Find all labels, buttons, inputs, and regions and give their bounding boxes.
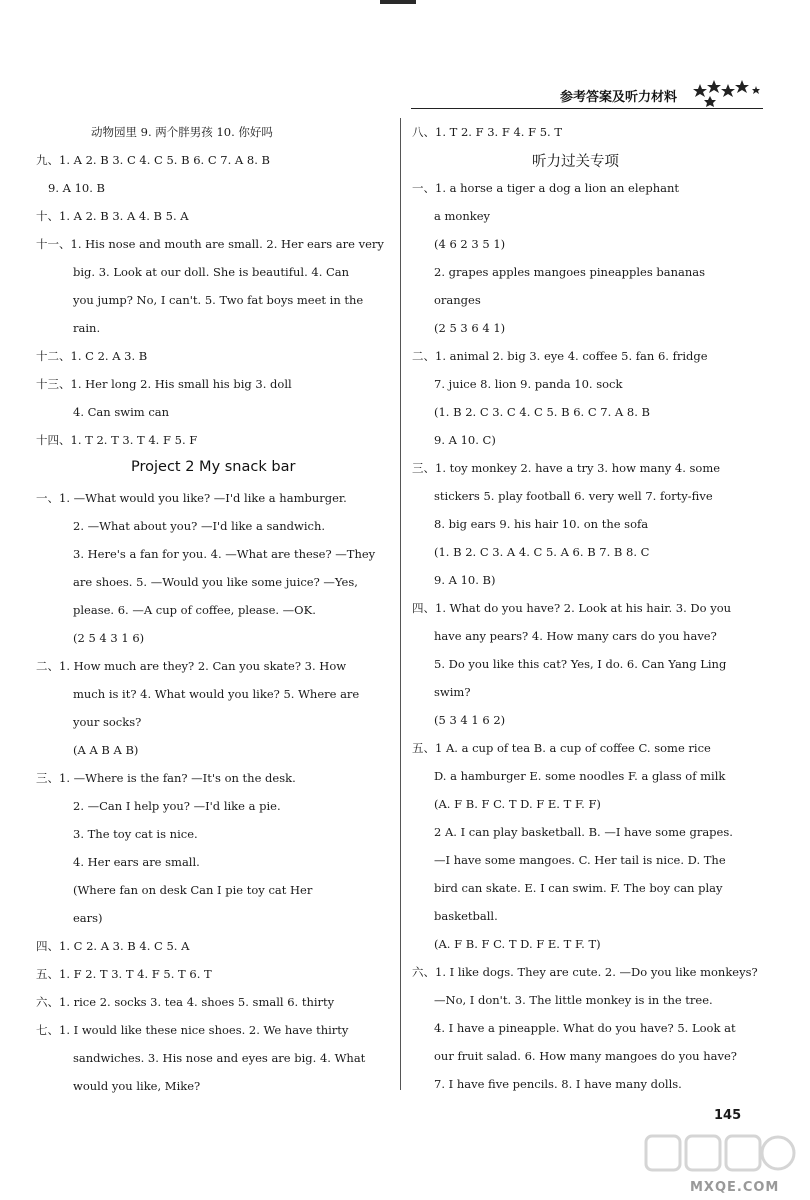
- answer-line: big. 3. Look at our doll. She is beautiful. 4. Can: [73, 265, 350, 279]
- column-divider: [400, 118, 401, 1090]
- answer-line: oranges: [434, 293, 481, 307]
- answer-line: would you like, Mike?: [73, 1079, 201, 1093]
- answer-line: 9. A 10. C): [434, 433, 496, 447]
- answer-line: 8. big ears 9. his hair 10. on the sofa: [434, 517, 649, 531]
- answer-line: (1. B 2. C 3. A 4. C 5. A 6. B 7. B 8. C: [434, 545, 650, 559]
- answer-line: 四、1. What do you have? 2. Look at his hair. 3. Do you: [412, 601, 732, 615]
- answer-line: rain.: [73, 321, 101, 335]
- answer-line: 十四、1. T 2. T 3. T 4. F 5. F: [36, 433, 198, 447]
- answer-line: 七、1. I would like these nice shoes. 2. We have thirty: [36, 1023, 349, 1037]
- answer-line: —I have some mangoes. C. Her tail is nice. D. The: [434, 853, 726, 867]
- answer-line: you jump? No, I can't. 5. Two fat boys meet in the: [73, 293, 364, 307]
- answer-line: 9. A 10. B): [434, 573, 496, 587]
- answer-line: 3. The toy cat is nice.: [73, 827, 198, 841]
- page-number: 145: [714, 1108, 742, 1123]
- answer-line: 9. A 10. B: [48, 181, 105, 195]
- section-title-listening: 听力过关专项: [532, 154, 619, 170]
- answer-line: 一、1. —What would you like? —I'd like a hamburger.: [36, 491, 347, 505]
- answer-line: 4. Her ears are small.: [73, 855, 200, 869]
- answer-line: 五、1. F 2. T 3. T 4. F 5. T 6. T: [36, 967, 212, 981]
- answer-line: 一、1. a horse a tiger a dog a lion an elephant: [412, 181, 679, 195]
- top-scan-mark: [380, 0, 416, 4]
- header-rule: [411, 108, 763, 109]
- answer-line: 动物园里 9. 两个胖男孩 10. 你好吗: [91, 125, 273, 139]
- answer-line: 7. I have five pencils. 8. I have many dolls.: [434, 1077, 682, 1091]
- answer-line: (5 3 4 1 6 2): [434, 713, 506, 727]
- answer-line: (A. F B. F C. T D. F E. T F. T): [434, 937, 601, 951]
- answer-line: swim?: [434, 685, 471, 699]
- answer-line: (2 5 4 3 1 6): [73, 631, 145, 645]
- answer-line: 五、1 A. a cup of tea B. a cup of coffee C. some rice: [412, 741, 711, 755]
- answer-line: 八、1. T 2. F 3. F 4. F 5. T: [412, 125, 563, 139]
- answer-line: 九、1. A 2. B 3. C 4. C 5. B 6. C 7. A 8. B: [36, 153, 270, 167]
- answer-line: (4 6 2 3 5 1): [434, 237, 506, 251]
- page-header-title: 参考答案及听力材料: [560, 90, 678, 105]
- answer-line: 六、1. I like dogs. They are cute. 2. —Do you like monkeys?: [412, 965, 758, 979]
- answer-line: (A A B A B): [73, 743, 139, 757]
- answer-line: D. a hamburger E. some noodles F. a glass of milk: [434, 769, 726, 783]
- answer-line: 十、1. A 2. B 3. A 4. B 5. A: [36, 209, 189, 223]
- answer-line: 4. I have a pineapple. What do you have? 5. Look at: [434, 1021, 736, 1035]
- answer-line: (2 5 3 6 4 1): [434, 321, 506, 335]
- answer-line: 2 A. I can play basketball. B. —I have some grapes.: [434, 825, 733, 839]
- answer-line: 十二、1. C 2. A 3. B: [36, 349, 148, 363]
- answer-line: 二、1. How much are they? 2. Can you skate? 3. How: [36, 659, 347, 673]
- answer-line: 2. —What about you? —I'd like a sandwich.: [73, 519, 326, 533]
- answer-line: sandwiches. 3. His nose and eyes are big. 4. What: [73, 1051, 366, 1065]
- answer-line: have any pears? 4. How many cars do you have?: [434, 629, 717, 643]
- answer-line: ears): [73, 911, 103, 925]
- answer-line: (1. B 2. C 3. C 4. C 5. B 6. C 7. A 8. B: [434, 405, 650, 419]
- answer-line: 4. Can swim can: [73, 405, 170, 419]
- answer-line: your socks?: [73, 715, 142, 729]
- answer-line: 5. Do you like this cat? Yes, I do. 6. Can Yang Ling: [434, 657, 727, 671]
- answer-line: (Where fan on desk Can I pie toy cat Her: [73, 883, 313, 897]
- answer-line: please. 6. —A cup of coffee, please. —OK.: [73, 603, 316, 617]
- answer-line: 十一、1. His nose and mouth are small. 2. Her ears are very: [36, 237, 384, 251]
- answer-line: 7. juice 8. lion 9. panda 10. sock: [434, 377, 623, 391]
- answer-line: 3. Here's a fan for you. 4. —What are these? —They: [73, 547, 376, 561]
- watermark-domain: MXQE.COM: [690, 1180, 780, 1195]
- answer-line: are shoes. 5. —Would you like some juice? —Yes,: [73, 575, 358, 589]
- answer-line: bird can skate. E. I can swim. F. The boy can play: [434, 881, 723, 895]
- answer-line: 2. —Can I help you? —I'd like a pie.: [73, 799, 281, 813]
- answer-line: 2. grapes apples mangoes pineapples bananas: [434, 265, 706, 279]
- answer-line: 六、1. rice 2. socks 3. tea 4. shoes 5. small 6. thirty: [36, 995, 335, 1009]
- answer-line: 三、1. —Where is the fan? —It's on the desk.: [36, 771, 296, 785]
- answer-line: —No, I don't. 3. The little monkey is in the tree.: [434, 993, 713, 1007]
- answer-line: 十三、1. Her long 2. His small his big 3. doll: [36, 377, 292, 391]
- answer-line: much is it? 4. What would you like? 5. Where are: [73, 687, 360, 701]
- answer-line: 四、1. C 2. A 3. B 4. C 5. A: [36, 939, 190, 953]
- answer-line: (A. F B. F C. T D. F E. T F. F): [434, 797, 601, 811]
- answer-line: stickers 5. play football 6. very well 7. forty-five: [434, 489, 713, 503]
- answer-line: 二、1. animal 2. big 3. eye 4. coffee 5. fan 6. fridge: [412, 349, 708, 363]
- stars-decoration-icon: [690, 70, 770, 110]
- answer-line: our fruit salad. 6. How many mangoes do you have?: [434, 1049, 737, 1063]
- answer-line: a monkey: [434, 209, 491, 223]
- answer-line: 三、1. toy monkey 2. have a try 3. how many 4. some: [412, 461, 721, 475]
- section-title-project-2: Project 2 My snack bar: [131, 459, 296, 475]
- answer-line: basketball.: [434, 909, 498, 923]
